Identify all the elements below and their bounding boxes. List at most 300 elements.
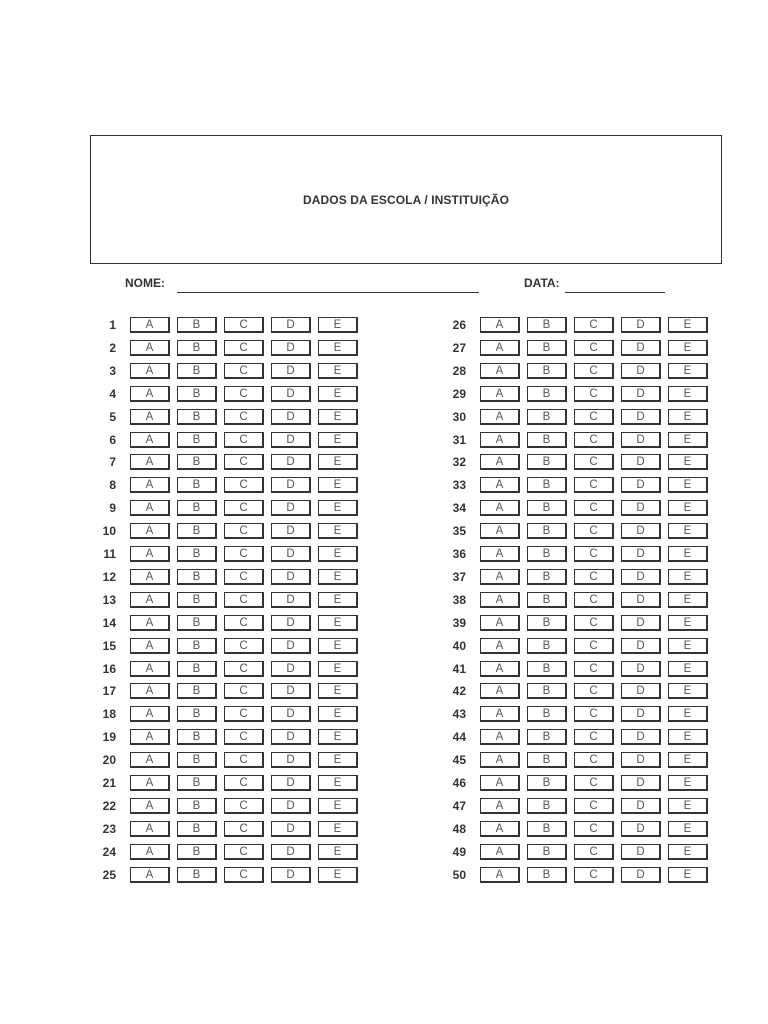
answer-option-e[interactable]: E: [318, 729, 358, 745]
answer-option-d[interactable]: D: [271, 409, 311, 425]
question-number: 25: [102, 867, 116, 882]
question-number: 30: [452, 409, 466, 424]
answer-option-d[interactable]: D: [621, 454, 661, 470]
question-number: 3: [109, 363, 116, 378]
answer-option-c[interactable]: C: [574, 432, 614, 448]
answer-option-e[interactable]: E: [668, 615, 708, 631]
answer-option-e[interactable]: E: [668, 477, 708, 493]
answer-option-d[interactable]: D: [621, 867, 661, 883]
answer-option-e[interactable]: E: [668, 592, 708, 608]
answer-option-a[interactable]: A: [480, 569, 520, 585]
answer-option-d[interactable]: D: [621, 317, 661, 333]
answer-option-d[interactable]: D: [271, 661, 311, 677]
answer-option-b[interactable]: B: [177, 340, 217, 356]
answer-option-a[interactable]: A: [130, 523, 170, 539]
answer-option-b[interactable]: B: [177, 432, 217, 448]
answer-option-b[interactable]: B: [177, 798, 217, 814]
answer-option-c[interactable]: C: [574, 798, 614, 814]
question-number: 46: [452, 776, 466, 790]
answer-option-a[interactable]: A: [130, 844, 170, 860]
answer-option-e[interactable]: E: [668, 661, 708, 677]
answer-option-b[interactable]: B: [177, 752, 217, 768]
answer-option-b[interactable]: B: [177, 775, 217, 791]
answer-option-b[interactable]: B: [527, 638, 567, 654]
answer-option-d[interactable]: D: [271, 844, 311, 860]
answer-option-e[interactable]: E: [318, 661, 358, 677]
answer-option-e[interactable]: E: [668, 409, 708, 425]
answer-option-d[interactable]: D: [621, 775, 661, 791]
answer-option-e[interactable]: E: [318, 775, 358, 791]
answer-option-b[interactable]: B: [527, 317, 567, 333]
answer-option-c[interactable]: C: [574, 821, 614, 837]
answer-option-c[interactable]: C: [574, 409, 614, 425]
answer-option-d[interactable]: D: [621, 500, 661, 516]
answer-option-a[interactable]: A: [130, 386, 170, 402]
answer-option-e[interactable]: E: [668, 798, 708, 814]
answer-option-a[interactable]: A: [480, 615, 520, 631]
question-number: 34: [452, 501, 466, 516]
answer-option-c[interactable]: C: [224, 432, 264, 448]
answer-option-e[interactable]: E: [318, 615, 358, 631]
answer-option-a[interactable]: A: [130, 317, 170, 333]
answer-option-b[interactable]: B: [177, 706, 217, 722]
question-number: 8: [109, 478, 116, 493]
answer-option-c[interactable]: C: [574, 752, 614, 768]
answer-option-e[interactable]: E: [668, 340, 708, 356]
question-number: 14: [102, 615, 116, 630]
answer-option-d[interactable]: D: [271, 500, 311, 516]
question-number: 9: [109, 501, 116, 516]
answer-option-c[interactable]: C: [574, 569, 614, 585]
answer-option-d[interactable]: D: [621, 638, 661, 654]
answer-option-b[interactable]: B: [527, 844, 567, 860]
question-number: 27: [452, 340, 466, 355]
answer-option-e[interactable]: E: [318, 798, 358, 814]
answer-option-b[interactable]: B: [527, 409, 567, 425]
question-number: 12: [102, 569, 116, 584]
answer-option-c[interactable]: C: [224, 386, 264, 402]
question-number: 10: [102, 524, 116, 539]
answer-option-a[interactable]: A: [480, 363, 520, 379]
answer-option-b[interactable]: B: [177, 729, 217, 745]
answer-option-c[interactable]: C: [574, 386, 614, 402]
answer-option-c[interactable]: C: [574, 729, 614, 745]
answer-option-d[interactable]: D: [621, 844, 661, 860]
answer-option-b[interactable]: B: [527, 523, 567, 539]
answer-option-a[interactable]: A: [130, 592, 170, 608]
answer-option-a[interactable]: A: [480, 867, 520, 883]
answer-option-b[interactable]: B: [177, 523, 217, 539]
question-number: 40: [452, 638, 466, 653]
answer-option-c[interactable]: C: [224, 569, 264, 585]
answer-option-c[interactable]: C: [574, 340, 614, 356]
answer-option-d[interactable]: D: [271, 638, 311, 654]
answer-option-e[interactable]: E: [318, 432, 358, 448]
answer-option-c[interactable]: C: [224, 500, 264, 516]
answer-option-c[interactable]: C: [224, 775, 264, 791]
answer-option-a[interactable]: A: [130, 615, 170, 631]
answer-option-a[interactable]: A: [480, 683, 520, 699]
answer-option-d[interactable]: D: [621, 409, 661, 425]
answer-option-d[interactable]: D: [271, 752, 311, 768]
answer-option-e[interactable]: E: [668, 821, 708, 837]
answer-option-a[interactable]: A: [130, 867, 170, 883]
question-number: 2: [109, 340, 116, 355]
answer-option-c[interactable]: C: [224, 546, 264, 562]
answer-option-b[interactable]: B: [177, 386, 217, 402]
answer-option-b[interactable]: B: [527, 729, 567, 745]
answer-option-e[interactable]: E: [668, 729, 708, 745]
answer-option-a[interactable]: A: [130, 821, 170, 837]
answer-option-d[interactable]: D: [621, 523, 661, 539]
name-field-line[interactable]: [177, 292, 479, 293]
answer-option-a[interactable]: A: [480, 546, 520, 562]
answer-option-b[interactable]: B: [177, 867, 217, 883]
answer-option-c[interactable]: C: [574, 661, 614, 677]
answer-option-b[interactable]: B: [177, 821, 217, 837]
answer-option-a[interactable]: A: [480, 500, 520, 516]
question-number: 7: [109, 455, 116, 470]
answer-option-b[interactable]: B: [527, 432, 567, 448]
answer-option-d[interactable]: D: [621, 752, 661, 768]
answer-option-e[interactable]: E: [318, 340, 358, 356]
answer-option-a[interactable]: A: [480, 592, 520, 608]
question-number: 16: [102, 661, 116, 676]
date-label: DATA:: [524, 276, 560, 290]
answer-option-e[interactable]: E: [318, 592, 358, 608]
answer-option-c[interactable]: C: [574, 317, 614, 333]
answer-option-d[interactable]: D: [271, 386, 311, 402]
answer-option-b[interactable]: B: [177, 546, 217, 562]
answer-option-a[interactable]: A: [480, 844, 520, 860]
answer-option-e[interactable]: E: [668, 683, 708, 699]
answer-option-a[interactable]: A: [480, 317, 520, 333]
answer-option-d[interactable]: D: [271, 317, 311, 333]
answer-option-d[interactable]: D: [271, 546, 311, 562]
answer-option-e[interactable]: E: [318, 821, 358, 837]
answer-option-c[interactable]: C: [574, 523, 614, 539]
question-number: 29: [452, 386, 466, 401]
answer-option-d[interactable]: D: [621, 615, 661, 631]
answer-option-b[interactable]: B: [177, 569, 217, 585]
answer-option-e[interactable]: E: [318, 683, 358, 699]
answer-option-b[interactable]: B: [527, 569, 567, 585]
answer-option-a[interactable]: A: [130, 775, 170, 791]
answer-option-b[interactable]: B: [177, 500, 217, 516]
answer-option-a[interactable]: A: [130, 729, 170, 745]
answer-option-e[interactable]: E: [668, 706, 708, 722]
answer-option-e[interactable]: E: [668, 432, 708, 448]
name-label: NOME:: [125, 276, 165, 290]
question-number: 37: [452, 569, 466, 584]
answer-option-e[interactable]: E: [668, 569, 708, 585]
answer-option-c[interactable]: C: [574, 454, 614, 470]
answer-option-c[interactable]: C: [224, 844, 264, 860]
answer-option-c[interactable]: C: [224, 615, 264, 631]
answer-option-e[interactable]: E: [318, 386, 358, 402]
answer-option-e[interactable]: E: [668, 775, 708, 791]
answer-option-b[interactable]: B: [527, 821, 567, 837]
answer-option-d[interactable]: D: [621, 661, 661, 677]
question-number: 33: [452, 478, 466, 493]
answer-option-d[interactable]: D: [271, 683, 311, 699]
answer-option-e[interactable]: E: [318, 363, 358, 379]
answer-option-c[interactable]: C: [224, 592, 264, 608]
question-number: 24: [102, 844, 116, 859]
answer-option-a[interactable]: A: [480, 386, 520, 402]
answer-option-a[interactable]: A: [130, 798, 170, 814]
question-number: 20: [102, 753, 116, 768]
answer-option-a[interactable]: A: [480, 638, 520, 654]
answer-option-b[interactable]: B: [527, 363, 567, 379]
answer-option-a[interactable]: A: [130, 569, 170, 585]
answer-option-b[interactable]: B: [177, 683, 217, 699]
answer-option-a[interactable]: A: [480, 821, 520, 837]
answer-option-d[interactable]: D: [271, 432, 311, 448]
answer-option-d[interactable]: D: [621, 477, 661, 493]
answer-option-c[interactable]: C: [574, 363, 614, 379]
question-number: 38: [452, 592, 466, 607]
answer-option-a[interactable]: A: [130, 432, 170, 448]
answer-option-a[interactable]: A: [480, 775, 520, 791]
answer-option-a[interactable]: A: [480, 706, 520, 722]
answer-option-d[interactable]: D: [621, 432, 661, 448]
answer-option-a[interactable]: A: [480, 477, 520, 493]
school-info-box: [90, 135, 722, 264]
answer-option-a[interactable]: A: [130, 752, 170, 768]
answer-option-e[interactable]: E: [318, 638, 358, 654]
question-number: 17: [102, 684, 116, 699]
answer-option-b[interactable]: B: [177, 638, 217, 654]
answer-option-e[interactable]: E: [318, 454, 358, 470]
question-number: 42: [452, 684, 466, 699]
answer-option-e[interactable]: E: [318, 706, 358, 722]
question-number: 31: [452, 432, 466, 447]
answer-option-c[interactable]: C: [224, 661, 264, 677]
school-info-title: DADOS DA ESCOLA / INSTITUIÇÃO: [302, 192, 509, 207]
answer-option-b[interactable]: B: [177, 363, 217, 379]
answer-option-b[interactable]: B: [527, 500, 567, 516]
answer-option-e[interactable]: E: [668, 317, 708, 333]
answer-option-c[interactable]: C: [224, 477, 264, 493]
question-number: 19: [102, 730, 116, 745]
answer-option-c[interactable]: C: [224, 798, 264, 814]
answer-option-c[interactable]: C: [574, 844, 614, 860]
answer-option-b[interactable]: B: [527, 683, 567, 699]
question-number: 36: [452, 547, 466, 561]
answer-option-c[interactable]: C: [574, 592, 614, 608]
answer-option-b[interactable]: B: [527, 615, 567, 631]
answer-option-b[interactable]: B: [527, 706, 567, 722]
answer-option-c[interactable]: C: [224, 363, 264, 379]
question-number: 32: [452, 455, 466, 470]
answer-option-d[interactable]: D: [621, 706, 661, 722]
answer-option-a[interactable]: A: [130, 454, 170, 470]
answer-option-d[interactable]: D: [621, 386, 661, 402]
answer-option-a[interactable]: A: [130, 477, 170, 493]
answer-option-a[interactable]: A: [480, 340, 520, 356]
answer-option-d[interactable]: D: [271, 867, 311, 883]
answer-option-b[interactable]: B: [527, 546, 567, 562]
question-number: 1: [109, 318, 116, 332]
answer-option-a[interactable]: A: [130, 340, 170, 356]
question-number: 35: [452, 524, 466, 539]
answer-option-a[interactable]: A: [480, 523, 520, 539]
answer-option-c[interactable]: C: [224, 821, 264, 837]
answer-option-e[interactable]: E: [668, 386, 708, 402]
answer-option-a[interactable]: A: [480, 661, 520, 677]
answer-option-a[interactable]: A: [480, 798, 520, 814]
answer-option-d[interactable]: D: [621, 569, 661, 585]
answer-option-a[interactable]: A: [130, 409, 170, 425]
answer-option-c[interactable]: C: [574, 546, 614, 562]
answer-option-d[interactable]: D: [271, 454, 311, 470]
answer-option-d[interactable]: D: [621, 363, 661, 379]
answer-option-d[interactable]: D: [621, 729, 661, 745]
answer-option-c[interactable]: C: [224, 867, 264, 883]
question-number: 43: [452, 707, 466, 722]
answer-option-e[interactable]: E: [318, 546, 358, 562]
answer-option-b[interactable]: B: [527, 454, 567, 470]
question-number: 5: [109, 409, 116, 424]
answer-option-b[interactable]: B: [177, 615, 217, 631]
question-number: 44: [452, 730, 466, 745]
question-number: 50: [452, 867, 466, 882]
answer-option-b[interactable]: B: [527, 661, 567, 677]
answer-option-d[interactable]: D: [621, 821, 661, 837]
answer-option-b[interactable]: B: [177, 592, 217, 608]
answer-option-b[interactable]: B: [527, 752, 567, 768]
answer-option-e[interactable]: E: [668, 546, 708, 562]
answer-option-e[interactable]: E: [318, 500, 358, 516]
answer-option-a[interactable]: A: [130, 706, 170, 722]
answer-option-d[interactable]: D: [271, 615, 311, 631]
answer-option-b[interactable]: B: [527, 775, 567, 791]
answer-option-b[interactable]: B: [177, 454, 217, 470]
answer-option-a[interactable]: A: [130, 500, 170, 516]
answer-option-b[interactable]: B: [177, 409, 217, 425]
answer-option-d[interactable]: D: [271, 706, 311, 722]
answer-option-c[interactable]: C: [224, 409, 264, 425]
question-number: 21: [102, 776, 116, 790]
question-number: 49: [452, 844, 466, 859]
answer-option-e[interactable]: E: [668, 638, 708, 654]
answer-option-d[interactable]: D: [271, 729, 311, 745]
answer-option-b[interactable]: B: [177, 317, 217, 333]
answer-option-c[interactable]: C: [224, 706, 264, 722]
answer-option-e[interactable]: E: [668, 752, 708, 768]
answer-option-e[interactable]: E: [318, 477, 358, 493]
answer-option-b[interactable]: B: [527, 867, 567, 883]
question-number: 22: [102, 798, 116, 813]
answer-option-d[interactable]: D: [271, 363, 311, 379]
answer-option-c[interactable]: C: [574, 615, 614, 631]
answer-option-e[interactable]: E: [668, 500, 708, 516]
answer-option-d[interactable]: D: [621, 683, 661, 699]
question-number: 18: [102, 707, 116, 722]
answer-option-c[interactable]: C: [224, 340, 264, 356]
answer-option-e[interactable]: E: [668, 363, 708, 379]
question-number: 48: [452, 821, 466, 836]
answer-option-a[interactable]: A: [480, 729, 520, 745]
answer-option-c[interactable]: C: [574, 775, 614, 791]
answer-option-c[interactable]: C: [574, 683, 614, 699]
answer-option-d[interactable]: D: [271, 592, 311, 608]
answer-option-b[interactable]: B: [177, 661, 217, 677]
answer-option-a[interactable]: A: [480, 752, 520, 768]
answer-option-c[interactable]: C: [224, 729, 264, 745]
answer-option-b[interactable]: B: [527, 592, 567, 608]
answer-option-c[interactable]: C: [224, 638, 264, 654]
answer-option-c[interactable]: C: [574, 477, 614, 493]
answer-option-d[interactable]: D: [271, 569, 311, 585]
answer-option-d[interactable]: D: [271, 798, 311, 814]
answer-option-e[interactable]: E: [668, 523, 708, 539]
answer-option-b[interactable]: B: [527, 340, 567, 356]
question-number: 41: [452, 661, 466, 676]
answer-option-e[interactable]: E: [318, 569, 358, 585]
answer-option-d[interactable]: D: [621, 340, 661, 356]
question-number: 26: [452, 318, 466, 332]
answer-option-d[interactable]: D: [271, 340, 311, 356]
question-number: 47: [452, 798, 466, 813]
answer-option-e[interactable]: E: [318, 867, 358, 883]
answer-option-a[interactable]: A: [130, 683, 170, 699]
answer-option-e[interactable]: E: [318, 752, 358, 768]
answer-option-c[interactable]: C: [574, 500, 614, 516]
answer-option-a[interactable]: A: [480, 454, 520, 470]
answer-option-a[interactable]: A: [480, 432, 520, 448]
answer-option-b[interactable]: B: [527, 798, 567, 814]
answer-option-d[interactable]: D: [621, 546, 661, 562]
answer-option-b[interactable]: B: [177, 477, 217, 493]
answer-option-d[interactable]: D: [271, 523, 311, 539]
answer-option-a[interactable]: A: [130, 661, 170, 677]
question-number: 39: [452, 615, 466, 630]
date-field-line[interactable]: [565, 292, 665, 293]
answer-option-e[interactable]: E: [668, 454, 708, 470]
answer-option-c[interactable]: C: [224, 454, 264, 470]
answer-option-d[interactable]: D: [271, 477, 311, 493]
answer-option-e[interactable]: E: [318, 317, 358, 333]
answer-option-e[interactable]: E: [318, 523, 358, 539]
answer-option-b[interactable]: B: [177, 844, 217, 860]
answer-option-d[interactable]: D: [621, 592, 661, 608]
answer-option-a[interactable]: A: [130, 363, 170, 379]
answer-option-c[interactable]: C: [574, 706, 614, 722]
question-number: 13: [102, 592, 116, 607]
answer-option-d[interactable]: D: [271, 775, 311, 791]
answer-option-d[interactable]: D: [621, 798, 661, 814]
answer-option-c[interactable]: C: [224, 523, 264, 539]
answer-option-c[interactable]: C: [224, 752, 264, 768]
answer-option-c[interactable]: C: [224, 317, 264, 333]
answer-option-e[interactable]: E: [318, 844, 358, 860]
answer-option-e[interactable]: E: [668, 844, 708, 860]
answer-option-e[interactable]: E: [668, 867, 708, 883]
answer-option-c[interactable]: C: [224, 683, 264, 699]
answer-option-a[interactable]: A: [480, 409, 520, 425]
answer-option-b[interactable]: B: [527, 386, 567, 402]
answer-option-d[interactable]: D: [271, 821, 311, 837]
question-number: 11: [103, 547, 116, 561]
answer-option-b[interactable]: B: [527, 477, 567, 493]
answer-option-c[interactable]: C: [574, 867, 614, 883]
answer-option-e[interactable]: E: [318, 409, 358, 425]
answer-option-a[interactable]: A: [130, 546, 170, 562]
answer-option-c[interactable]: C: [574, 638, 614, 654]
answer-option-a[interactable]: A: [130, 638, 170, 654]
